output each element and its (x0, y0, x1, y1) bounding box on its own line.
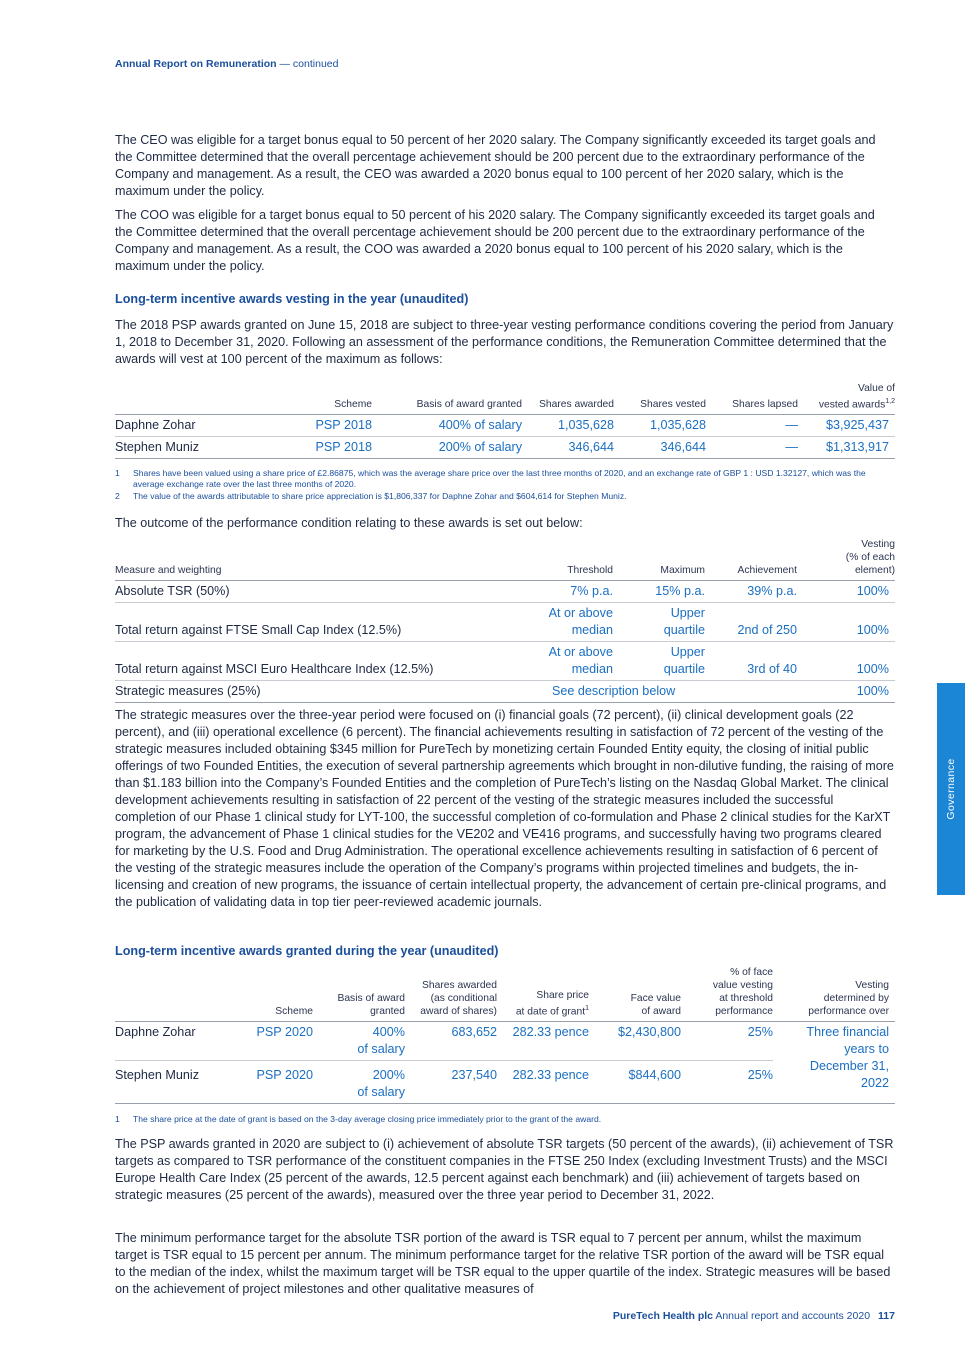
col-basis: Basis of award granted (313, 966, 405, 1022)
col-measure: Measure and weighting (115, 538, 495, 581)
col-value-vested: Value of vested awards$^{1,2}$ (798, 382, 895, 415)
col-achievement: Achievement (705, 538, 797, 581)
paragraph-2018-psp: The 2018 PSP awards granted on June 15, 2018 are subject to three-year vesting performance conditions covering the period from January 1, 2018 to December 31, 2020. Following an assessment of the performance conditions, the Remuneration Committee determined that the awards will vest at 100 percent of the maximum as follows: (115, 318, 894, 366)
vesting-table (115, 382, 895, 502)
governance-tab-label: Governance (945, 758, 957, 820)
cell: 200% of salary (372, 437, 522, 459)
col-scheme: Scheme (240, 966, 313, 1022)
cell: At or above median (495, 603, 613, 642)
paragraph-performance-target: The minimum performance target for the absolute TSR portion of the award is TSR equal to 7 percent per annum, whilst the maximum target is TSR equal to 15 percent per annum. The minimum performance target for the relative TSR portion of the award will be TSR equal to the median of the index, whilst the maximum target will be TSR equal to the upper quartile of the index. Strategic measures will be based on the achievement of project milestones and other qualitative measures of (115, 1231, 891, 1296)
col-scheme: Scheme (290, 382, 372, 415)
cell: 400% of salary (372, 415, 522, 437)
cell: $844,600 (589, 1061, 681, 1104)
outcome-table (115, 538, 895, 703)
cell: 282.33 pence (497, 1061, 589, 1104)
col-vesting: Vesting (% of each element) (797, 538, 895, 581)
paragraph-psp-2020: The PSP awards granted in 2020 are subject to (i) achievement of absolute TSR targets (50 percent of the awards), (ii) achievement of TSR targets as compared to TSR performance of the constituent companies in the FTSE 250 Index (excluding Investment Trusts) and the MSCI Europe Health Care Index (25 percent of the awards, 12.5 percent against each benchmark) and (iii) achievement of targets based on strategic measures (25 percent of the awards), measured over the three year period to December 31, 2022. (115, 1137, 894, 1202)
table-row (115, 681, 895, 703)
table-row (115, 581, 895, 603)
cell: 100% (797, 581, 895, 603)
cell: — (706, 437, 798, 459)
col-maximum: Maximum (613, 538, 705, 581)
cell: 2nd of 250 (705, 603, 797, 642)
cell: 100% (797, 681, 895, 703)
vesting-period-cell: Three financial years to December 31, 2022 (773, 1022, 895, 1104)
col-percent-vesting: % of face value vesting at threshold performance (681, 966, 773, 1022)
cell: 25% (681, 1061, 773, 1104)
col-shares-vested: Shares vested (614, 382, 706, 415)
row-name: Absolute TSR (50%) (115, 581, 495, 603)
footer-company: PureTech Health plc (612, 1310, 713, 1322)
row-name: Total return against FTSE Small Cap Index (12.5%) (115, 603, 495, 642)
row-name: Stephen Muniz (115, 1061, 240, 1104)
row-name: Strategic measures (25%) (115, 681, 495, 703)
table-row (115, 642, 895, 681)
governance-tab[interactable] (937, 683, 965, 895)
cell: 1,035,628 (614, 415, 706, 437)
running-head-title: Annual Report on Remuneration (115, 58, 277, 70)
cell: PSP 2020 (240, 1022, 313, 1061)
cell: 15% p.a. (613, 581, 705, 603)
cell: — (706, 415, 798, 437)
col-share-price: Share price at date of grant$^1$ (497, 966, 589, 1022)
col-face-value: Face value of award (589, 966, 681, 1022)
row-name: Total return against MSCI Euro Healthcare Index (12.5%) (115, 642, 495, 681)
cell: 400% of salary (313, 1022, 405, 1061)
table-row (115, 415, 895, 437)
table-row (115, 437, 895, 459)
col-threshold: Threshold (495, 538, 613, 581)
col-basis: Basis of award granted (372, 382, 522, 415)
cell: 7% p.a. (495, 581, 613, 603)
paragraph-strategic-measures: The strategic measures over the three-year period were focused on (i) financial goals (72 percent), (ii) clinical development goals (22 percent), and (iii) operational excellence (6 percent). The financial achievements resulting in satisfaction of 72 percent of the vesting of the strategic measures included obtaining $345 million for PureTech by monetizing certain Founded Entity equity, the closing of initial public offerings of two Founded Entities, the execution of several partnership agreements which brought in non-dilutive funding, the raising of more than $1.183 billion into the Company’s Founded Entities and the completion of PureTech’s listing on the Nasdaq Global Market. The clinical development achievements resulting in satisfaction of 22 percent of the vesting of the strategic measures included the successful completion of our Phase 1 clinical study for LYT-100, the successful completion of co-formulation and Phase 2 clinical studies for the KarXT program, the advancement of Phase 1 clinical studies for the VE202 and VE416 programs, and successfully having two programs cleared for marketing by the U.S. Food and Drug Administration. The operational excellence achievements resulting in satisfaction of 6 percent of the vesting of the strategic measures include the operation of the Company’s programs within projected timelines and budgets, the in-licensing and creation of new programs, the issuance of certain intellectual property, the advancement of certain pre-clinical programs, and the publication of validating data in top tier peer-reviewed academic journals. (115, 708, 894, 909)
cell: 39% p.a. (705, 581, 797, 603)
footnote: 1 The share price at the date of grant is based on the 3-day average closing price immediately prior to the grant of the award. (115, 1114, 602, 1124)
heading-ltip-granted: Long-term incentive awards granted during the year (unaudited) (115, 944, 499, 958)
cell: Upper quartile (613, 642, 705, 681)
footer (613, 1310, 895, 1322)
cell: 346,644 (614, 437, 706, 459)
cell: PSP 2018 (290, 437, 372, 459)
col-vesting-period: Vesting determined by performance over (773, 966, 895, 1022)
col-shares-awarded: Shares awarded (as conditional award of shares) (405, 966, 497, 1022)
cell: $1,313,917 (798, 437, 895, 459)
cell: 346,644 (522, 437, 614, 459)
row-name: Daphne Zohar (115, 1022, 240, 1061)
footnote: 2 The value of the awards attributable to share price appreciation is $1,806,337 for Daphne Zohar and $604,614 for Stephen Muniz. (115, 491, 627, 502)
table-row (115, 603, 895, 642)
footer-report: Annual report and accounts 2020 (715, 1310, 871, 1322)
cell: 200% of salary (313, 1061, 405, 1104)
col-shares-awarded: Shares awarded (522, 382, 614, 415)
cell: 100% (797, 603, 895, 642)
page-number: 117 (878, 1310, 895, 1322)
paragraph-ceo-bonus: The CEO was eligible for a target bonus equal to 50 percent of her 2020 salary. The Company significantly exceeded its target goals and the Committee determined that the overall percentage achievement should be 200 percent due to the extraordinary performance of the Company and management. As a result, the CEO was awarded a 2020 bonus equal to 100 percent of her 2020 salary, which is the maximum under the policy. (115, 133, 876, 198)
cell: Upper quartile (613, 603, 705, 642)
cell: 237,540 (405, 1061, 497, 1104)
cell: See description below (495, 681, 797, 703)
cell: 282.33 pence (497, 1022, 589, 1061)
cell: 1,035,628 (522, 415, 614, 437)
running-head-suffix: — continued (276, 58, 339, 70)
running-head (115, 58, 338, 70)
granted-table (115, 966, 895, 1125)
cell: PSP 2020 (240, 1061, 313, 1104)
heading-ltip-vesting: Long-term incentive awards vesting in the year (unaudited) (115, 292, 469, 306)
cell: 683,652 (405, 1022, 497, 1061)
paragraph-outcome-intro: The outcome of the performance condition relating to these awards is set out below: (115, 516, 583, 530)
col-shares-lapsed: Shares lapsed (706, 382, 798, 415)
cell: $2,430,800 (589, 1022, 681, 1061)
cell: At or above median (495, 642, 613, 681)
cell: $3,925,437 (798, 415, 895, 437)
cell: 3rd of 40 (705, 642, 797, 681)
row-name: Stephen Muniz (115, 437, 290, 459)
cell: PSP 2018 (290, 415, 372, 437)
table-row (115, 1022, 895, 1061)
cell: 100% (797, 642, 895, 681)
paragraph-coo-bonus: The COO was eligible for a target bonus equal to 50 percent of his 2020 salary. The Company significantly exceeded its target goals and the Committee determined that the overall percentage achievement should be 200 percent due to the extraordinary performance of the Company and management. As a result, the COO was awarded a 2020 bonus equal to 100 percent of his 2020 salary, which is the maximum under the policy. (115, 208, 875, 273)
row-name: Daphne Zohar (115, 415, 290, 437)
footnote: 1 Shares have been valued using a share price of £2.86875, which was the average share price over the last three months of 2020, and an exchange rate of GBP 1 : USD 1.32127, which was the average exchange rate over the last three months of 2020. (115, 468, 866, 489)
cell: 25% (681, 1022, 773, 1061)
